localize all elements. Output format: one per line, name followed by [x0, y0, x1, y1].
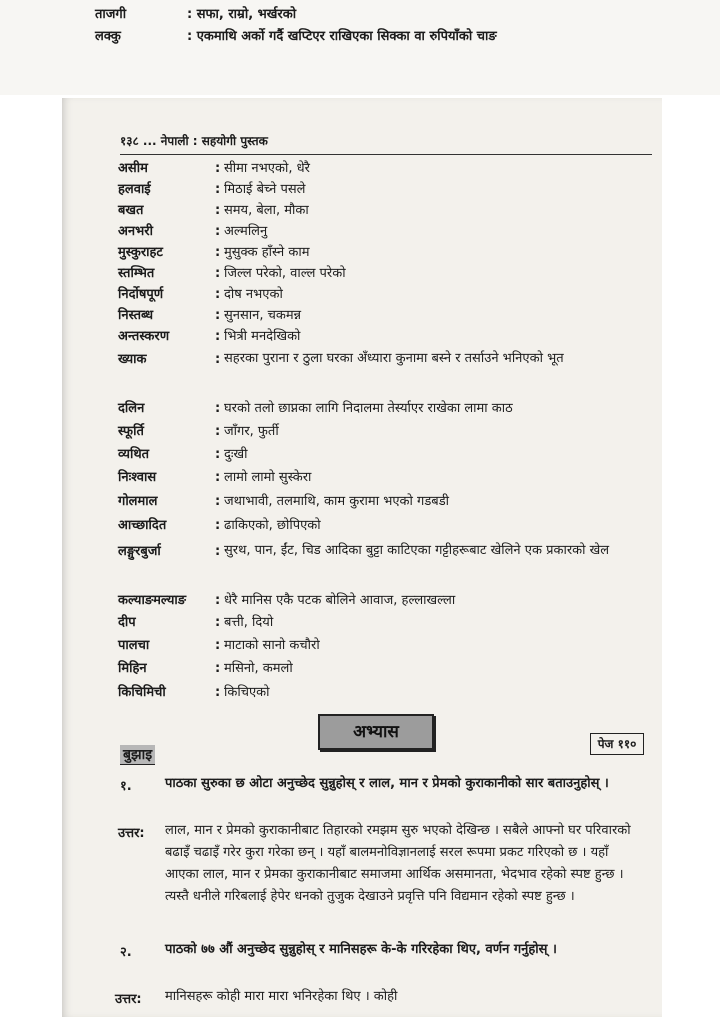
gloss-definition: दोष नभएको: [224, 287, 283, 302]
gloss-term: मुस्कुराहट: [118, 245, 163, 260]
gloss-definition: ढाकिएको, छोपिएको: [224, 518, 321, 533]
prev-gloss-row: [95, 4, 296, 22]
gloss-term: अनभरी: [118, 224, 153, 239]
gloss-term: दलिन: [118, 401, 145, 416]
answer-text: लाल, मान र प्रेमको कुराकानीबाट तिहारको रमझम सुरु भएको देखिन्छ । सबैले आफ्नो घर परिवारको बढाइँ चढाइँ गरेर कुरा गरेका छन् । यहाँ बालमनोविज्ञानलाई सरल रूपमा प्रकट गरिएको छ । यहाँ आएका लाल, मान र प्रेमका कुराकानीबाट समाजमा आर्थिक असमानता, भेदभाव रहेको स्पष्ट हुन्छ । त्यस्तै धनीले गरिबलाई हेपेर धनको तुजुक देखाउने प्रवृत्ति पनि विद्यमान रहेको स्पष्ट हुन्छ ।: [165, 823, 631, 904]
gloss-term: पालचा: [118, 638, 150, 653]
gloss-definition: समय, बेला, मौका: [224, 203, 309, 218]
gloss-definition: जिल्ल परेको, वाल्ल परेको: [224, 266, 346, 281]
gloss-term: व्यथित: [118, 447, 150, 462]
gloss-definition: धेरै मानिस एकै पटक बोलिने आवाज, हल्लाखल्ला: [224, 593, 456, 608]
gloss-definition: दुःखी: [224, 447, 248, 462]
exercise-title: अभ्यास: [318, 714, 434, 750]
gloss-term: असीम: [118, 161, 148, 176]
gloss-definition: घरको तलो छाप्नका लागि निदालमा तेर्स्याएर राखेका लामा काठ: [224, 401, 513, 416]
page-reference-box: पेज ११०: [590, 733, 644, 755]
gloss-term: ताजगी: [95, 7, 127, 22]
gloss-term: निस्तब्ध: [118, 308, 154, 323]
question-number: २.: [120, 945, 132, 960]
gloss-definition: लामो लामो सुस्केरा: [224, 470, 312, 485]
gloss-definition: मुसुक्क हाँस्ने काम: [224, 245, 310, 260]
gloss-term: मिहिन: [118, 661, 147, 676]
answer-label: उत्तर:: [118, 826, 145, 841]
previous-page-fragment: [0, 0, 720, 95]
question-text: पाठको ७७ औं अनुच्छेद सुन्नुहोस् र मानिसहरू के-के गरिरहेका थिए, वर्णन गर्नुहोस् ।: [165, 942, 557, 957]
gloss-term: ख्याक: [118, 352, 147, 367]
gloss-definition: माटाको सानो कचौरो: [224, 638, 320, 653]
gloss-term: निर्दोषपूर्ण: [118, 287, 164, 302]
answer-text: मानिसहरू कोही मारा मारा भनिरहेका थिए । कोही: [165, 989, 398, 1004]
page-header: १३८ ... नेपाली : सहयोगी पुस्तक: [120, 132, 652, 155]
gloss-term: बखत: [118, 203, 144, 218]
gloss-definition: सुरथ, पान, ईंट, चिड आदिका बुट्टा काटिएका गट्टीहरूबाट खेलिने एक प्रकारको खेल: [224, 543, 610, 558]
gloss-term: लक्कु: [95, 29, 121, 44]
gloss-definition: सुनसान, चकमन्न: [224, 308, 302, 323]
gloss-term: आच्छादित: [118, 518, 167, 533]
gloss-definition: मिठाई बेच्ने पसले: [224, 182, 306, 197]
gloss-term: निःश्वास: [118, 470, 157, 485]
gloss-definition: सीमा नभएको, धेरै: [224, 161, 310, 176]
gloss-term: गोलमाल: [118, 494, 158, 509]
prev-gloss-row: [95, 26, 497, 44]
section-label: बुझाइ: [120, 745, 155, 765]
gloss-term: कल्याङमल्याङ: [118, 593, 187, 608]
gloss-definition: : सफा, राम्रो, भर्खरको: [187, 7, 297, 22]
gloss-definition: किचिएको: [224, 685, 270, 700]
gloss-definition: जाँगर, फुर्ती: [224, 424, 279, 439]
gloss-term: दीप: [118, 615, 136, 630]
question-number: १.: [120, 779, 132, 794]
gloss-definition: मसिनो, कमलो: [224, 661, 293, 676]
gloss-term: अन्तस्करण: [118, 329, 170, 344]
gloss-term: लङ्गुरबुर्जा: [118, 544, 161, 559]
gloss-term: स्फूर्ति: [118, 424, 144, 439]
gloss-term: स्तम्भित: [118, 266, 155, 281]
gloss-definition: : एकमाथि अर्को गर्दै खप्टिएर राखिएका सिक्का वा रुपियाँको चाङ: [187, 29, 497, 44]
gloss-definition: बत्ती, दियो: [224, 615, 274, 630]
gloss-term: किचिमिची: [118, 685, 166, 700]
gloss-definition: भित्री मनदेखिको: [224, 329, 301, 344]
question-text: पाठका सुरुका छ ओटा अनुच्छेद सुन्नुहोस् र लाल, मान र प्रेमको कुराकानीको सार बताउनुहोस् ।: [165, 776, 609, 791]
gloss-definition: अल्मलिनु: [224, 224, 268, 239]
gloss-term: हलवाई: [118, 182, 151, 197]
answer-label: उत्तर:: [115, 992, 142, 1007]
gloss-definition: जथाभावी, तलमाथि, काम कुरामा भएको गडबडी: [224, 494, 450, 509]
gloss-definition: सहरका पुराना र ठुला घरका अँध्यारा कुनामा बस्ने र तर्साउने भनिएको भूत: [224, 351, 564, 366]
